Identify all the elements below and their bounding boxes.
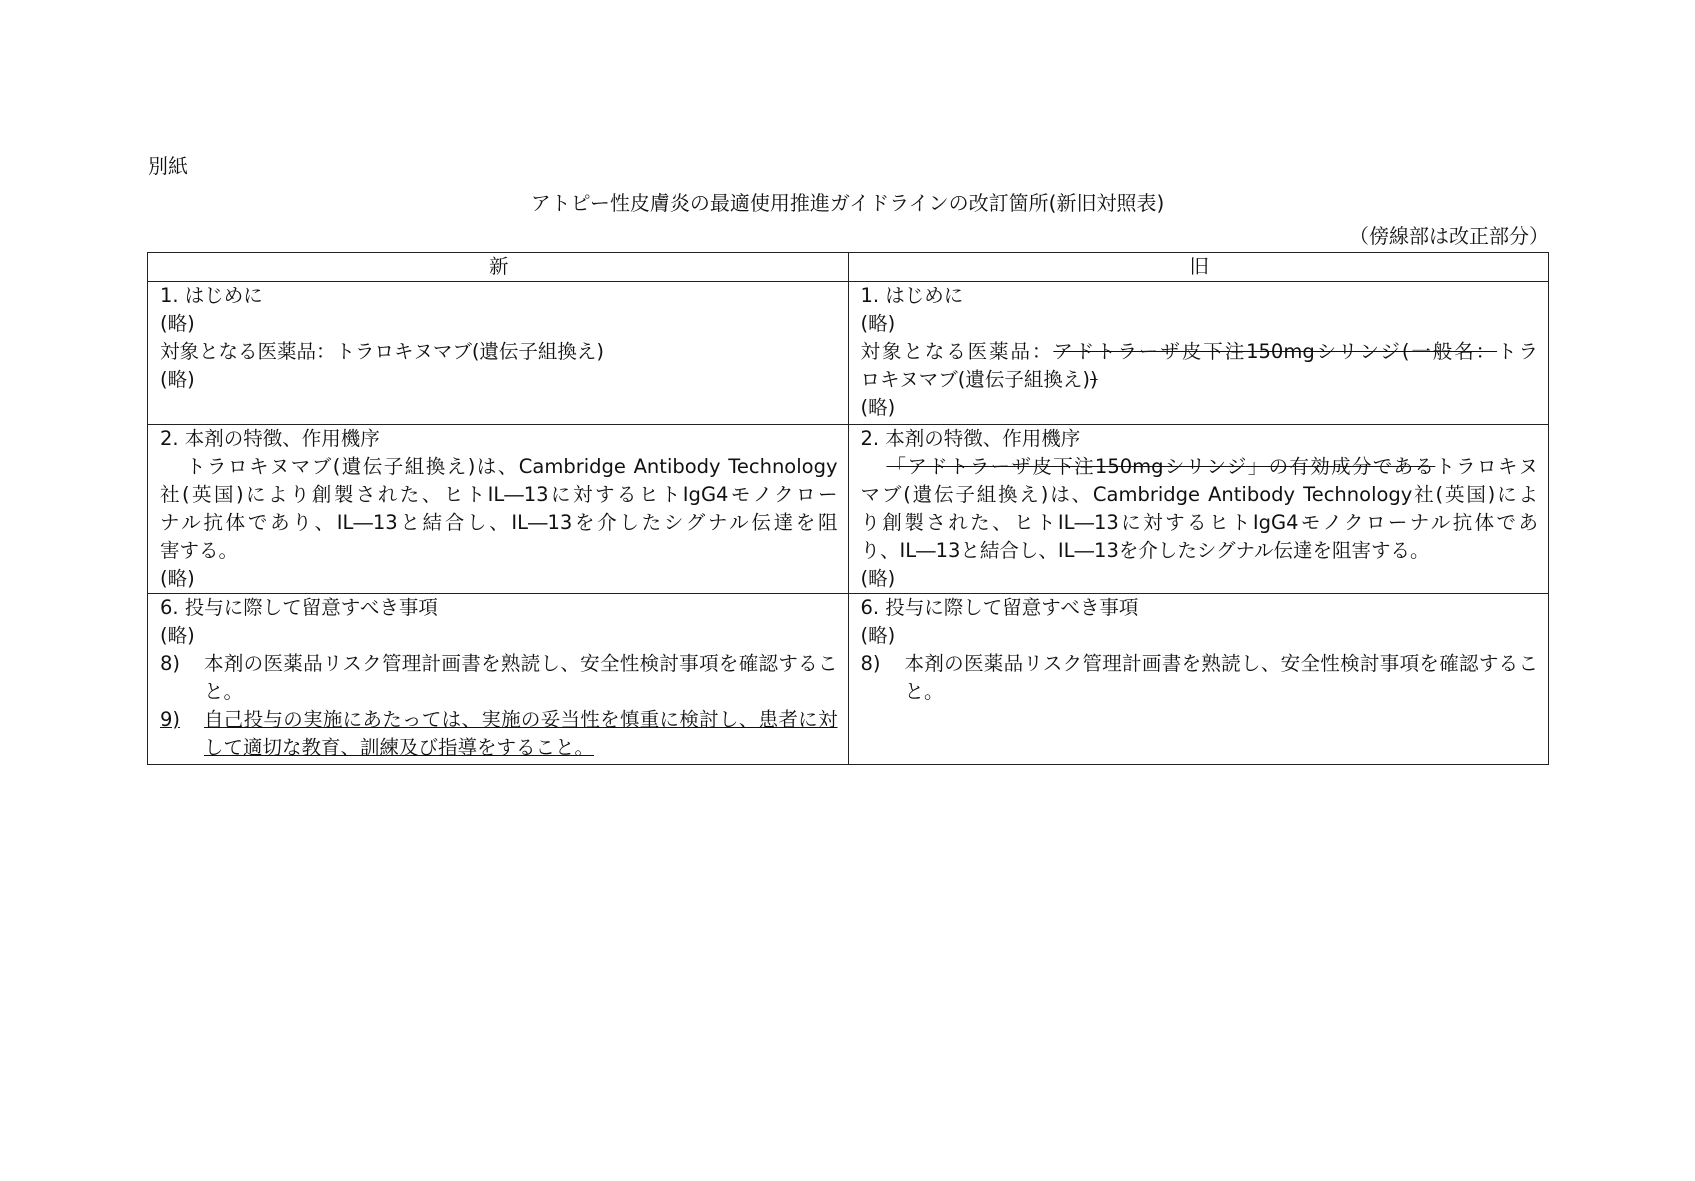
document-title: アトピー性皮膚炎の最適使用推進ガイドラインの改訂箇所(新旧対照表) — [530, 191, 1165, 215]
item-text: 本剤の医薬品リスク管理計画書を熟読し、安全性検討事項を確認すること。 — [204, 652, 838, 703]
item-text: 自己投与の実施にあたっては、実施の妥当性を慎重に検討し、患者に対して適切な教育、訓練及び指導をすること。 — [204, 708, 838, 759]
omitted-text: (略) — [160, 368, 195, 391]
section-2-heading: 2. 本剤の特徴、作用機序 — [860, 427, 1081, 450]
target-drug-line — [160, 338, 838, 366]
item-text: 本剤の医薬品リスク管理計画書を熟読し、安全性検討事項を確認すること。 — [904, 652, 1538, 703]
omitted-text: (略) — [860, 624, 896, 647]
description-line: 社(英国)により創製された、ヒトIL―13に対するヒトIgG4モノクロー — [160, 483, 838, 506]
omitted-text: (略) — [860, 312, 896, 335]
list-item-8 — [861, 650, 1539, 706]
struck-bracket: ) — [1090, 368, 1098, 391]
description-line: り創製された、ヒトIL―13に対するヒトIgG4モノクローナル抗体であ — [860, 511, 1538, 534]
section-1-new — [148, 282, 849, 425]
struck-product-name: 「アドトラーザ皮下注150mgシリンジ」の有効成分である — [886, 455, 1436, 478]
target-drug-line — [861, 338, 1539, 366]
list-item-9-added — [160, 706, 838, 762]
section-6-row — [148, 594, 1549, 765]
item-number: 9) — [160, 708, 181, 731]
description-line — [861, 453, 1539, 481]
description-line: マブ(遺伝子組換え)は、Cambridge Antibody Technology社(英国)によ — [860, 483, 1538, 506]
omitted-text: (略) — [160, 567, 195, 590]
section-2-heading: 2. 本剤の特徴、作用機序 — [160, 427, 380, 450]
section-6-heading: 6. 投与に際して留意すべき事項 — [860, 596, 1139, 619]
column-old-header: 旧 — [848, 253, 1549, 282]
description-line: トラロキヌマブ(遺伝子組換え)は、Cambridge Antibody Technology — [186, 455, 838, 478]
drug-label: 対象となる医薬品： — [860, 340, 1054, 363]
description-line: り、IL―13と結合し、IL―13を介したシグナル伝達を阻害する。 — [860, 539, 1430, 562]
section-2-row — [148, 425, 1549, 594]
description-line: ナル抗体であり、IL―13と結合し、IL―13を介したシグナル伝達を阻 — [160, 511, 838, 534]
section-1-heading: 1. はじめに — [860, 284, 964, 307]
column-new-header: 新 — [148, 253, 849, 282]
description-text: トラロキヌ — [1435, 455, 1539, 478]
old-drug-name-part: ロキヌマブ(遺伝子組換え) — [860, 368, 1091, 391]
section-1-row — [148, 282, 1549, 425]
item-number: 8) — [860, 652, 881, 675]
section-1-old — [848, 282, 1549, 425]
omitted-text: (略) — [860, 396, 896, 419]
new-drug-name: トラロキヌマブ(遺伝子組換え) — [335, 340, 605, 363]
header-row — [148, 253, 1549, 282]
target-drug-line-2 — [861, 366, 1539, 394]
description-line: 害する。 — [160, 539, 239, 562]
old-drug-name-part: トラ — [1497, 340, 1538, 363]
struck-old-drug-name: アドトラーザ皮下注150mgシリンジ(一般名： — [1053, 340, 1498, 363]
comparison-table — [147, 252, 1549, 765]
omitted-text: (略) — [160, 312, 195, 335]
item-number: 8) — [160, 652, 181, 675]
section-2-old — [848, 425, 1549, 594]
drug-label: 対象となる医薬品： — [160, 340, 336, 363]
section-1-heading: 1. はじめに — [160, 284, 263, 307]
section-6-new — [148, 594, 849, 765]
omitted-text: (略) — [160, 624, 195, 647]
list-item-8 — [160, 650, 838, 706]
attachment-label: 別紙 — [148, 154, 188, 178]
section-2-new — [148, 425, 849, 594]
omitted-text: (略) — [860, 567, 896, 590]
section-6-heading: 6. 投与に際して留意すべき事項 — [160, 596, 438, 619]
section-6-old — [848, 594, 1549, 765]
underline-note: （傍線部は改正部分） — [1349, 224, 1549, 248]
